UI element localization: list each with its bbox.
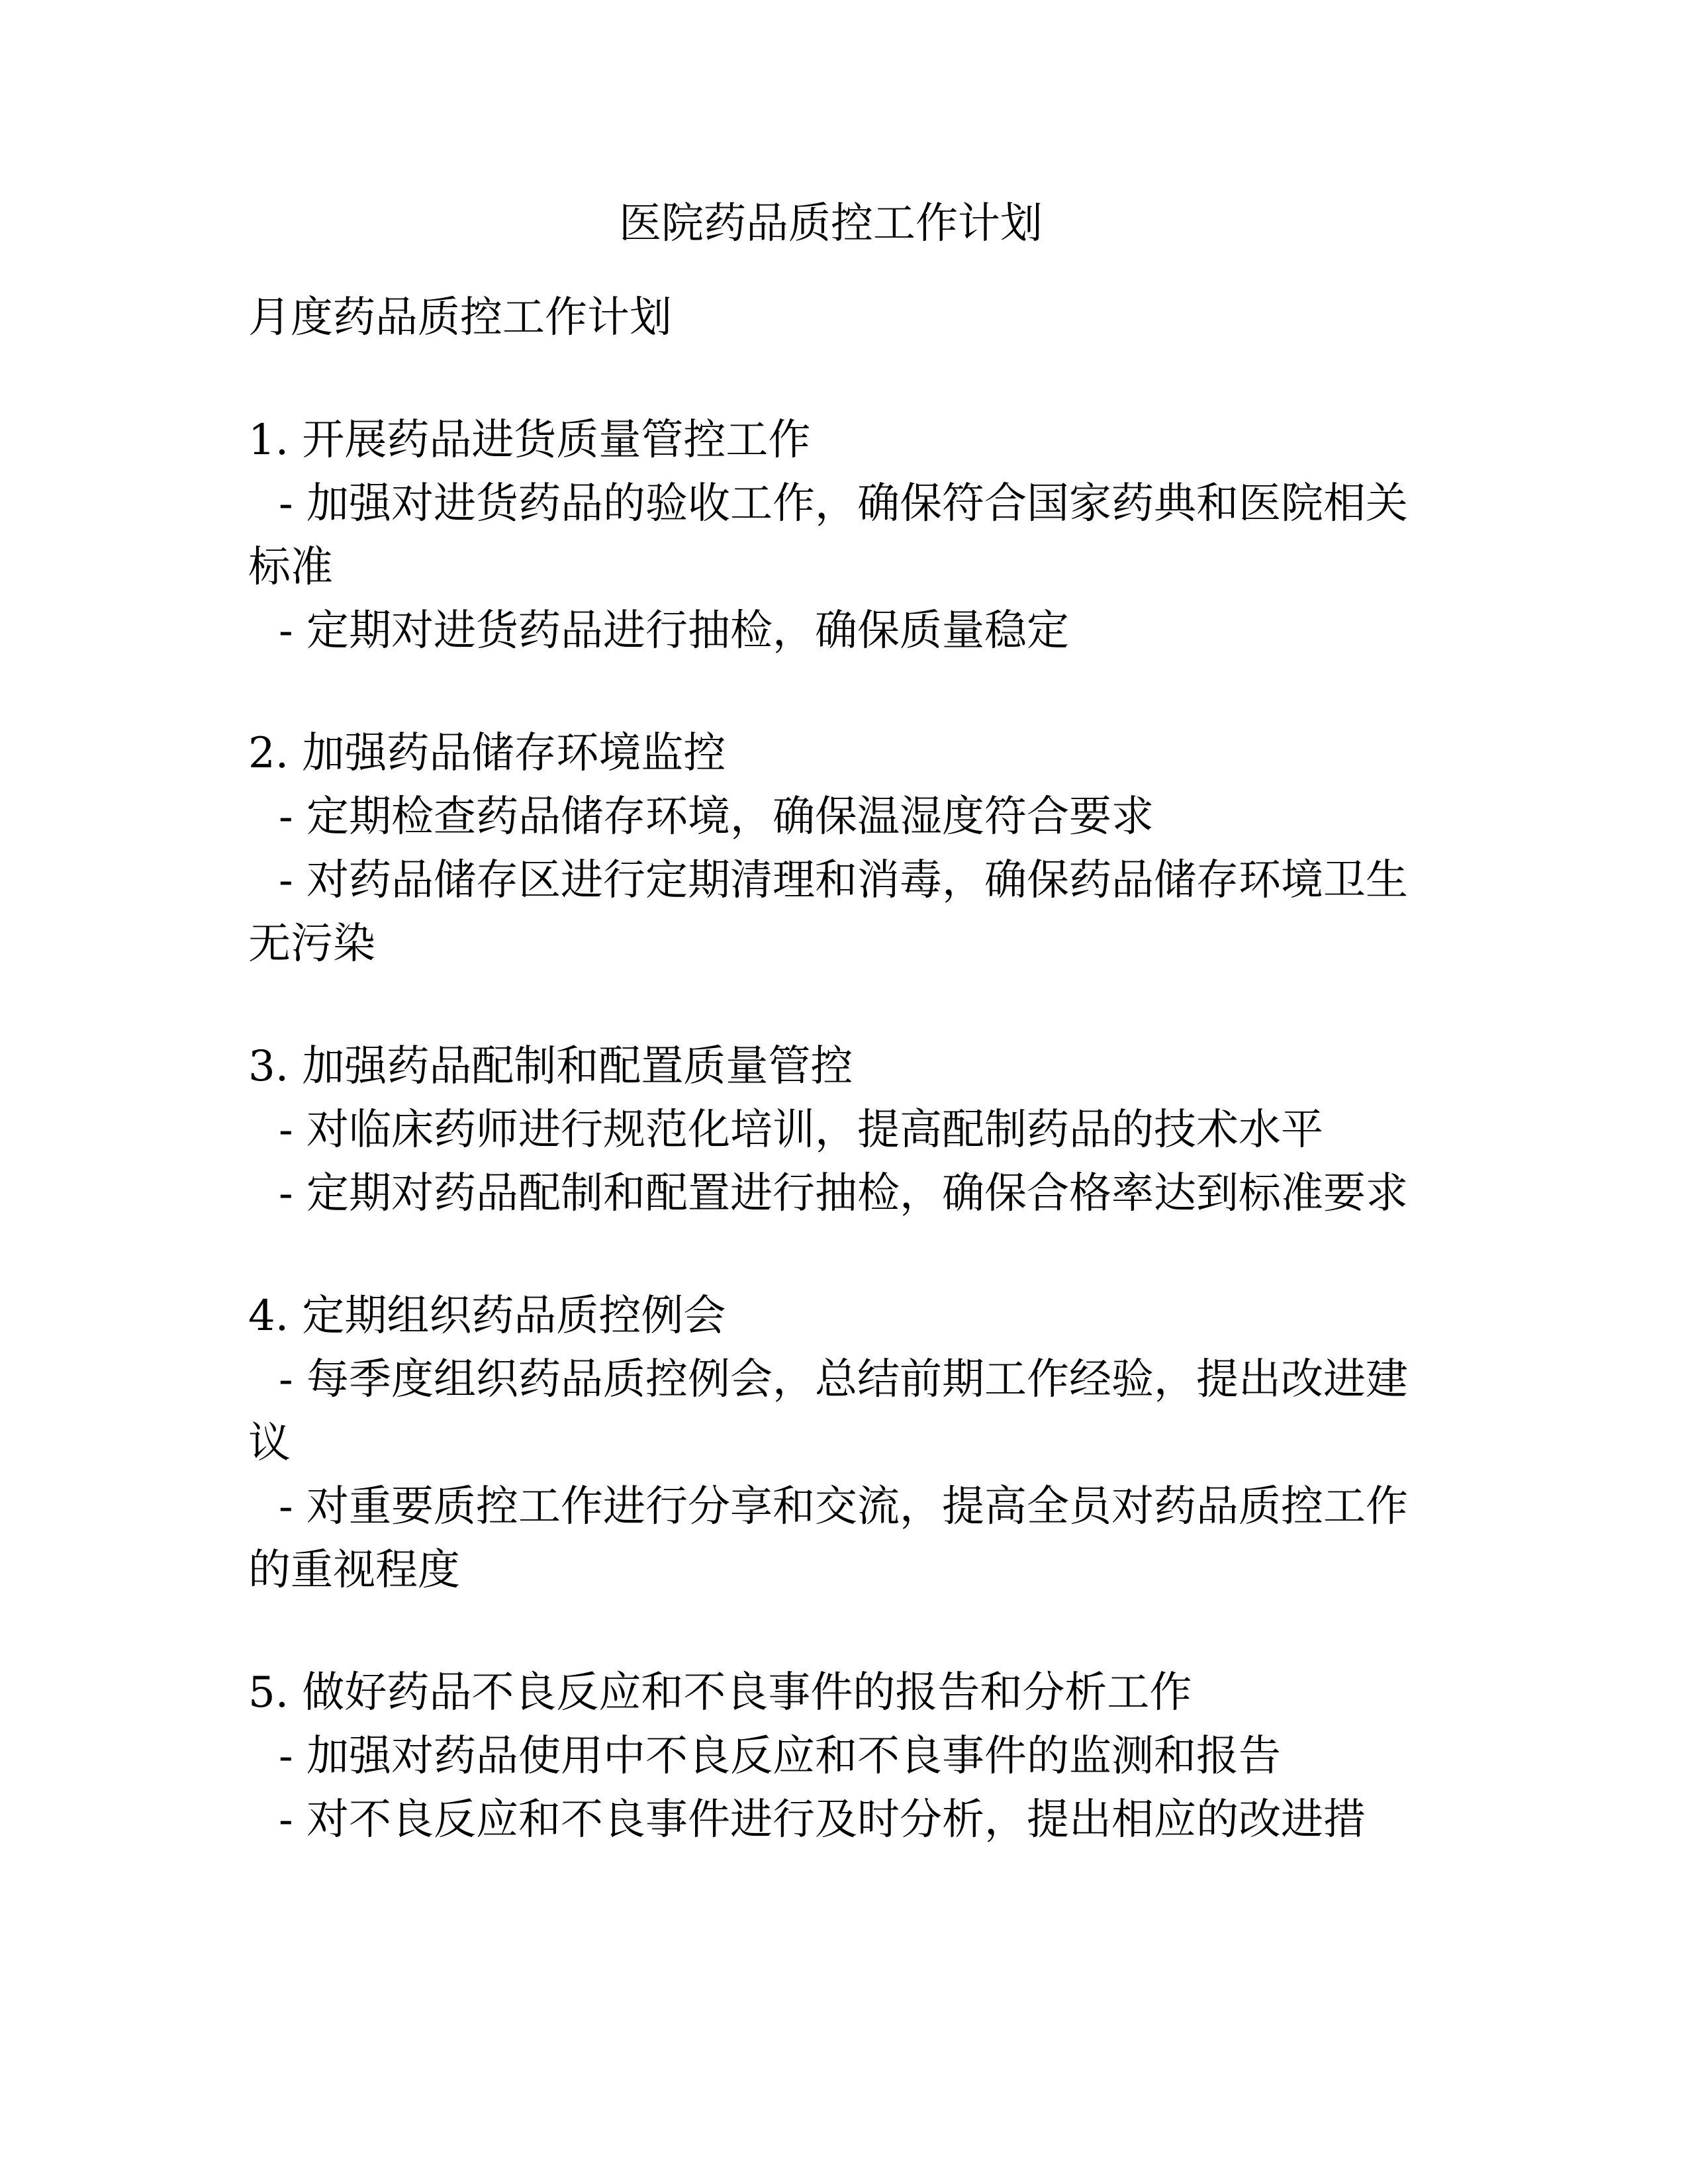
section-heading: 3. 加强药品配制和配置质量管控 (248, 1042, 853, 1091)
bullet-item: - 每季度组织药品质控例会，总结前期工作经验，提出改进建议 (248, 1355, 1408, 1468)
bullet-item: - 对不良反应和不良事件进行及时分析，提出相应的改进措 (279, 1795, 1366, 1844)
bullet-item: - 对重要质控工作进行分享和交流，提高全员对药品质控工作的重视程度 (248, 1482, 1408, 1595)
bullet-item: - 定期对进货药品进行抽检，确保质量稳定 (279, 606, 1069, 655)
section-heading: 4. 定期组织药品质控例会 (248, 1292, 726, 1341)
section-3 (248, 1035, 1413, 1225)
section-4 (248, 1284, 1413, 1602)
document-title: 医院药品质控工作计划 (619, 199, 1043, 248)
bullet-item: - 对临床药师进行规范化培训，提高配制药品的技术水平 (279, 1106, 1323, 1155)
bullet-item: - 定期对药品配制和配置进行抽检，确保合格率达到标准要求 (279, 1169, 1408, 1218)
section-2 (248, 722, 1413, 976)
section-heading: 2. 加强药品储存环境监控 (248, 729, 726, 778)
section-1 (248, 408, 1413, 663)
bullet-item: - 加强对进货药品的验收工作，确保符合国家药典和医院相关标准 (248, 479, 1408, 592)
section-5 (248, 1661, 1413, 1852)
bullet-item: - 对药品储存区进行定期清理和消毒，确保药品储存环境卫生无污染 (248, 856, 1408, 969)
bullet-item: - 定期检查药品储存环境，确保温湿度符合要求 (279, 792, 1154, 841)
bullet-item: - 加强对药品使用中不良反应和不良事件的监测和报告 (279, 1732, 1281, 1781)
section-heading: 5. 做好药品不良反应和不良事件的报告和分析工作 (248, 1668, 1192, 1717)
section-heading: 1. 开展药品进货质量管控工作 (248, 416, 811, 465)
document-body (248, 192, 1413, 1852)
document-subtitle: 月度药品质控工作计划 (248, 293, 672, 342)
